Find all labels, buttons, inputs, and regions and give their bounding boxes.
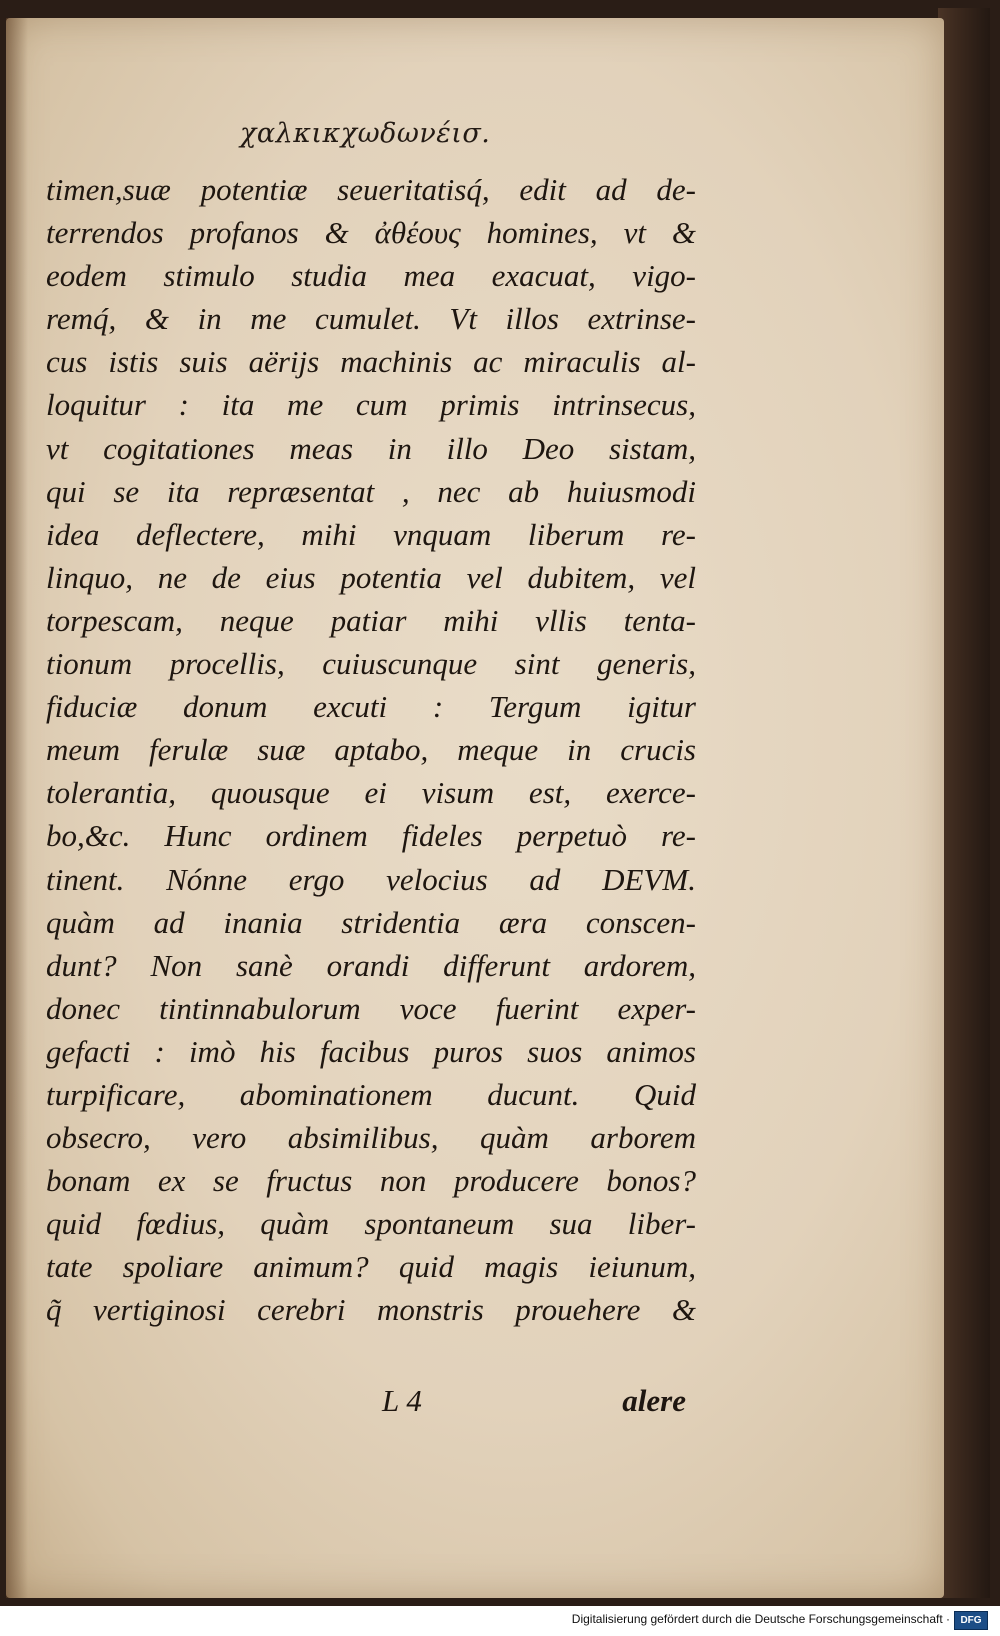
page-gutter-shadow [6,18,28,1598]
signature-mark: L 4 [382,1383,422,1418]
text-line: bonam ex se fructus non producere bonos? [46,1163,696,1199]
text-line: cus istis suis aërijs machinis ac miraculis al- [46,344,696,380]
text-line: idea deflectere, mihi vnquam liberum re- [46,516,696,552]
text-line: tolerantia, quousque ei visum est, exerce- [46,775,696,811]
book-edge [938,8,990,1598]
body-text [46,168,696,1332]
running-head: χαλκικχωδωνέισ. [240,118,491,149]
text-line: linquo, ne de eius potentia vel dubitem, vel [46,559,696,595]
text-line: loquitur : ita me cum primis intrinsecus, [46,387,696,423]
text-line: turpificare, abominationem ducunt. Quid [46,1076,696,1112]
digitization-footer [0,1606,1000,1636]
text-line: donec tintinnabulorum voce fuerint exper- [46,990,696,1026]
text-line: timen,suæ potentiæ seueritatisq́, edit ad de- [46,172,696,207]
text-line: remq́, & in me cumulet. Vt illos extrinse- [46,301,696,337]
funding-credit: Digitalisierung gefördert durch die Deutsche Forschungsgemeinschaft · [571,1612,950,1626]
text-line: vt cogitationes meas in illo Deo sistam, [46,430,696,466]
text-line: obsecro, vero absimilibus, quàm arborem [46,1120,696,1156]
dfg-logo-icon: DFG [954,1611,988,1630]
text-line: quàm ad inania stridentia æra conscen- [46,904,696,940]
text-line: fiduciæ donum excuti : Tergum igitur [46,689,696,725]
text-line: tionum procellis, cuiuscunque sint generis, [46,646,696,682]
text-line: dunt? Non sanè orandi differunt ardorem, [46,947,696,983]
text-line: eodem stimulo studia mea exacuat, vigo- [46,258,696,294]
text-line: torpescam, neque patiar mihi vllis tenta- [46,602,696,638]
page-foot [46,1383,686,1427]
text-line: q̃ vertiginosi cerebri monstris prouehere & [46,1292,696,1328]
text-line: qui se ita repræsentat , nec ab huiusmodi [46,473,696,509]
text-line: tinent. Nónne ergo velocius ad DEVM. [46,861,696,897]
catchword: alere [622,1383,686,1418]
text-line: quid fœdius, quàm spontaneum sua liber- [46,1206,696,1242]
text-line: terrendos profanos & ἀθέους homines, vt & [46,215,696,251]
text-line: bo,&c. Hunc ordinem fideles perpetuò re- [46,818,696,854]
text-line: meum ferulæ suæ aptabo, meque in crucis [46,732,696,768]
text-line: tate spoliare animum? quid magis ieiunum, [46,1249,696,1285]
text-line: gefacti : imò his facibus puros suos animos [46,1033,696,1069]
